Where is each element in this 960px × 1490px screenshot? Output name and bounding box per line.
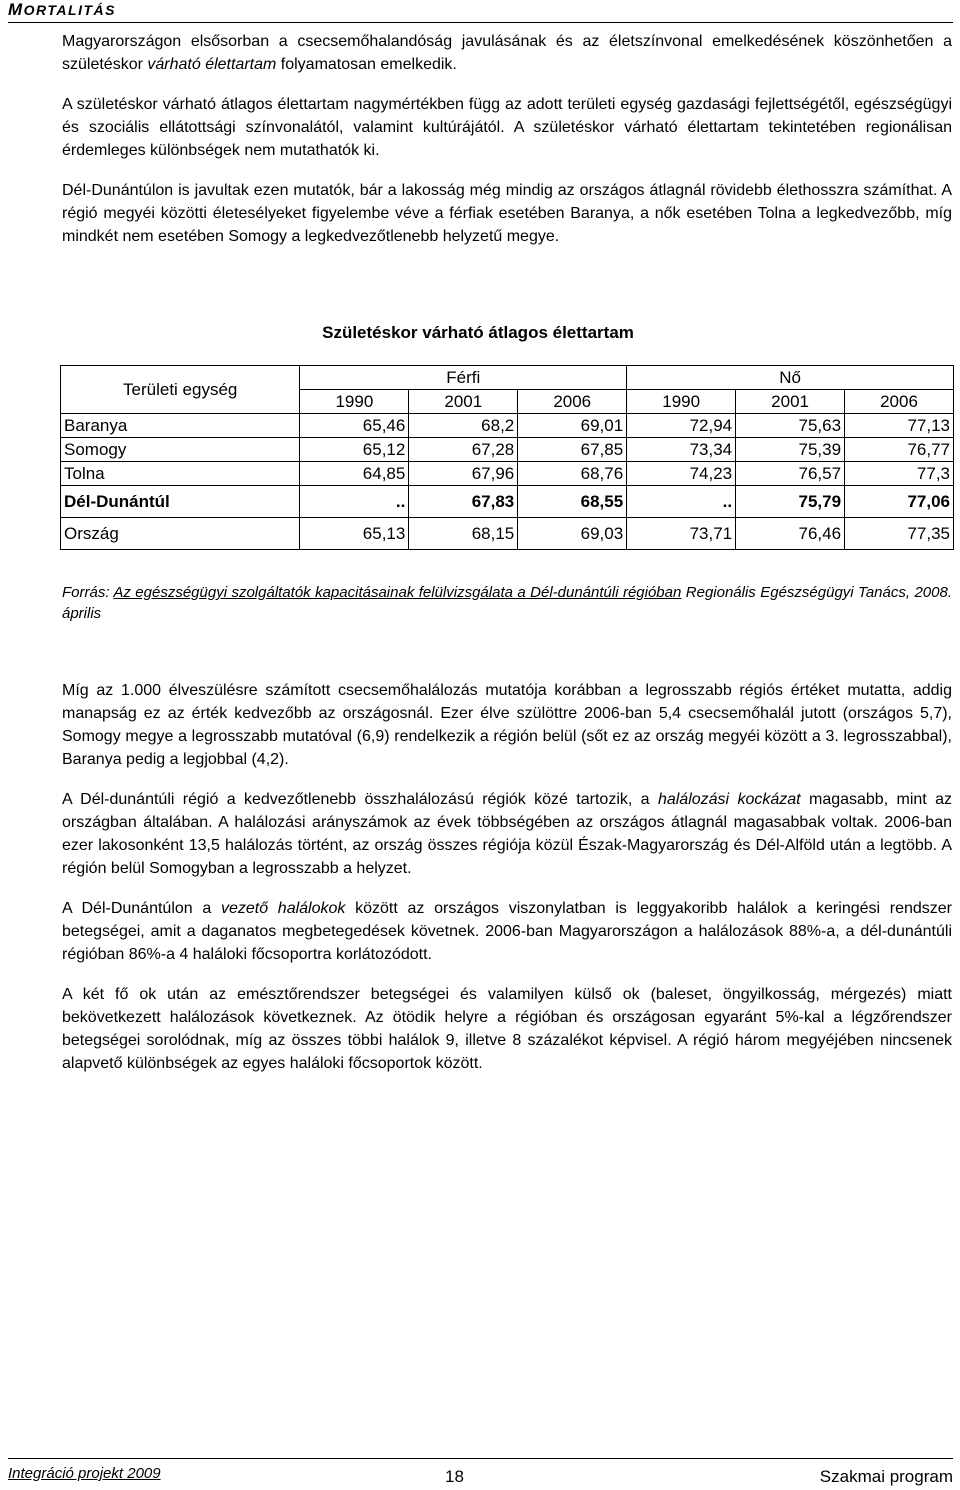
paragraph-7: A két fő ok után az emésztőrendszer betegségei és valamilyen külső ok (baleset, öngyilkosság, mérgezés) miatt bekövetkezett halálozások következnek. Az ötödik helyre a régióban és országosan egyaránt 5%-kal a légzőrendszer betegségei sorolódnak, míg az összes többi halálok 9, illetve 8 százalékot képvisel. A régió három megyéjében nincsenek alapvető különbségek az egyes haláloki főcsoportok között.	[62, 986, 952, 1072]
header-cap: M	[8, 0, 24, 19]
row-name: Tolna	[61, 462, 300, 486]
p5-text-a: A Dél-dunántúli régió a kedvezőtlenebb összhalálozású régiók közé tartozik, a	[62, 791, 658, 808]
cell: 68,2	[409, 414, 518, 438]
p1-text-b: folyamatosan emelkedik.	[276, 56, 457, 73]
p1-text-a: Magyarországon elsősorban a csecsemőhalandóság javulásának és az életszínvonal emelkedésének köszönhetően a születéskor	[62, 33, 952, 73]
row-name: Somogy	[61, 438, 300, 462]
cell: 69,03	[518, 518, 627, 550]
section-header	[8, 0, 953, 23]
paragraph-1	[62, 30, 952, 76]
cell: 75,39	[736, 438, 845, 462]
cell: 69,01	[518, 414, 627, 438]
cell: 68,76	[518, 462, 627, 486]
cell: 72,94	[627, 414, 736, 438]
paragraph-3: Dél-Dunántúlon is javultak ezen mutatók, bár a lakosság még mindig az országos átlagnál rövidebb élethosszra számíthat. A régió megyéi közötti életesélyeket figyelembe véve a férfiak esetében Baranya, a nők esetében Tolna a legkedvezőbb, míg mindkét nem esetében Somogy a legkedvezőtlenebb helyzetű megye.	[62, 182, 952, 245]
row-name: Ország	[61, 518, 300, 550]
cell: 67,28	[409, 438, 518, 462]
p5-emphasis: halálozási kockázat	[657, 791, 801, 808]
cell: 67,96	[409, 462, 518, 486]
p6-text-b: között az országos viszonylatban is leggyakoribb halálok a keringési rendszer betegségei, amit a daganatos megbetegedések követnek. 2006-ban Magyarországon a halálozások 88%-a, a dél-dunántúli régióban 86%-a 4 haláloki főcsoportra korlátozódott.	[62, 900, 953, 963]
paragraph-6	[62, 897, 952, 966]
cell: 77,3	[845, 462, 954, 486]
page-number: 18	[445, 1467, 464, 1486]
cell: 64,85	[300, 462, 409, 486]
source-note	[62, 582, 952, 624]
page-footer	[8, 1458, 953, 1489]
p6-emphasis: vezető halálokok	[220, 900, 346, 917]
cell: 76,57	[736, 462, 845, 486]
row-name: Dél-Dunántúl	[61, 486, 300, 518]
year-header: 2006	[845, 390, 954, 414]
year-header: 2006	[518, 390, 627, 414]
cell: 73,71	[627, 518, 736, 550]
p6-text-a: A Dél-Dunántúlon a	[62, 900, 221, 917]
footer-section: Szakmai program	[819, 1467, 953, 1486]
table-title: Születéskor várható átlagos élettartam	[322, 323, 634, 342]
cell: 77,35	[845, 518, 954, 550]
cell: 67,85	[518, 438, 627, 462]
p5-text-b: magasabb, mint az országban általában. A halálozási arányszámok az évek többségében az országos átlagnál magasabbak voltak. 2006-ban ezer lakosonként 13,5 halálozás történt, az ország összes régiója közül Észak-Magyarország és Dél-Alföld után a legtöbb. A régión belül Somogyban a legrosszabb a helyzet.	[62, 791, 953, 877]
footer-project: Integráció projekt 2009	[8, 1465, 161, 1482]
year-header: 2001	[409, 390, 518, 414]
header-rest: ORTALITÁS	[23, 2, 116, 18]
cell: ..	[627, 486, 736, 518]
cell: 76,77	[845, 438, 954, 462]
paragraph-5	[62, 788, 952, 880]
year-header: 1990	[627, 390, 736, 414]
content	[62, 30, 952, 1092]
table-row	[61, 414, 954, 438]
table-row-country	[61, 518, 954, 550]
cell: 65,46	[300, 414, 409, 438]
cell: 68,55	[518, 486, 627, 518]
cell: 77,13	[845, 414, 954, 438]
year-header: 2001	[736, 390, 845, 414]
paragraph-2: A születéskor várható átlagos élettartam nagymértékben függ az adott területi egység gazdasági fejlettségétől, egészségügyi és szociális ellátottsági színvonalától, valamint kultúrájától. A születéskor várható élettartam tekintetében regionálisan érdemleges különbségek nem mutathatók ki.	[62, 96, 952, 159]
table-row-region	[61, 486, 954, 518]
table-header-row-1	[61, 366, 954, 390]
cell: 74,23	[627, 462, 736, 486]
cell: 75,63	[736, 414, 845, 438]
female-header: Nő	[627, 366, 954, 390]
male-header: Férfi	[300, 366, 627, 390]
source-rest: Regionális Egészségügyi Tanács, 2008. április	[62, 584, 952, 622]
cell: 67,83	[409, 486, 518, 518]
table-row	[61, 438, 954, 462]
cell: 75,79	[736, 486, 845, 518]
p1-emphasis: várható élettartam	[147, 56, 277, 73]
table-row	[61, 462, 954, 486]
cell: 76,46	[736, 518, 845, 550]
cell: 65,12	[300, 438, 409, 462]
area-header: Területi egység	[61, 366, 300, 414]
source-label: Forrás:	[62, 584, 114, 601]
life-expectancy-table	[60, 365, 954, 550]
cell: ..	[300, 486, 409, 518]
source-title: Az egészségügyi szolgáltatók kapacitásainak felülvizsgálata a Dél-dunántúli régióban	[113, 584, 682, 601]
cell: 73,34	[627, 438, 736, 462]
paragraph-4: Míg az 1.000 élveszülésre számított csecsemőhalálozás mutatója korábban a legrosszabb régiós értéket mutatta, addig manapság ez az érték kedvezőbb az országosnál. Ezer élve szülöttre 2006-ban 5,4 csecsemőhalál jutott (országos 5,7), Somogy megye a legrosszabb mutatóval (6,9) rendelkezik a régión belül (sőt ez az ország megyéi között a 3. legrosszabbal), Baranya pedig a legjobbal (4,2).	[62, 682, 952, 768]
row-name: Baranya	[61, 414, 300, 438]
cell: 68,15	[409, 518, 518, 550]
cell: 65,13	[300, 518, 409, 550]
cell: 77,06	[845, 486, 954, 518]
year-header: 1990	[300, 390, 409, 414]
